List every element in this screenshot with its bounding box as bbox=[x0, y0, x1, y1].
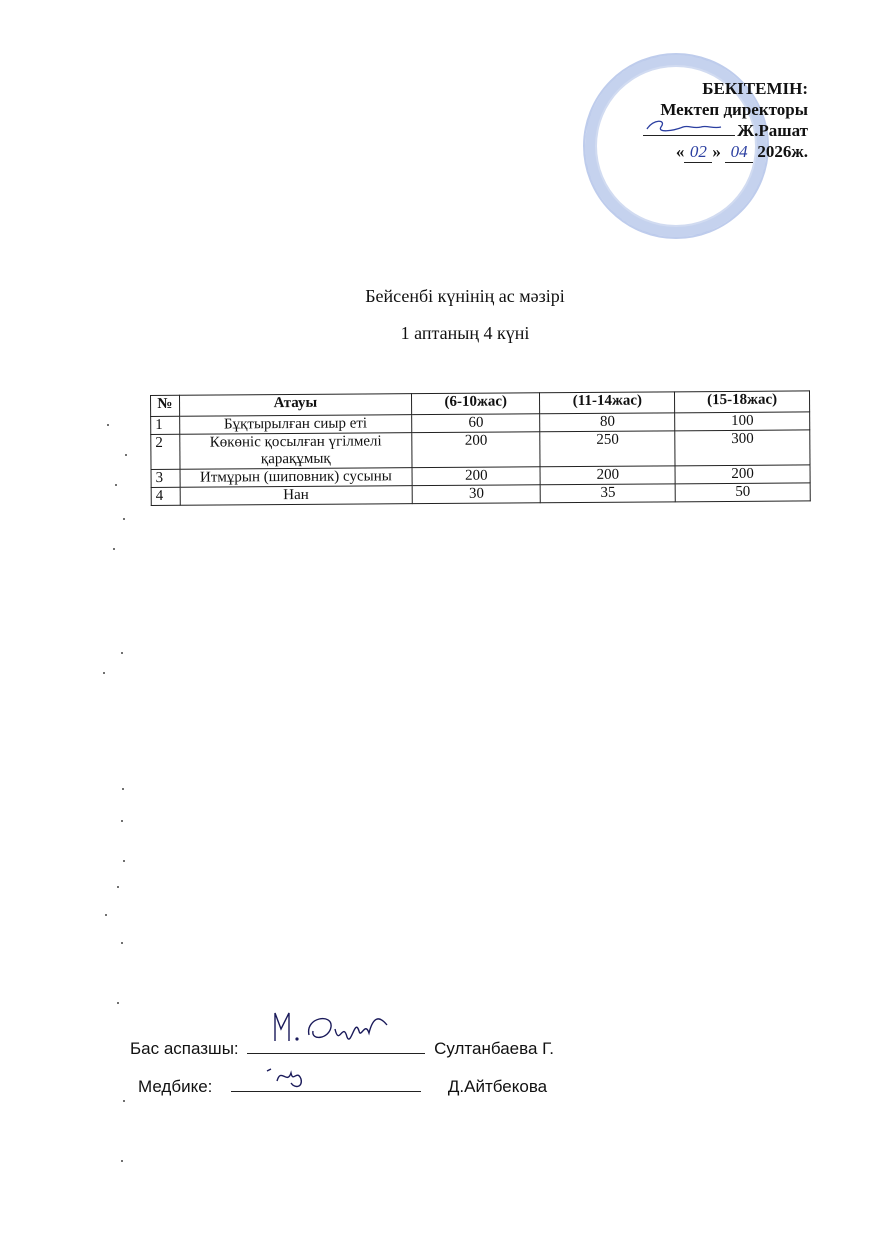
nurse-label: Медбике: bbox=[138, 1077, 213, 1096]
menu-title: Бейсенбі күнінің ас мәзірі bbox=[365, 286, 565, 306]
approval-heading: БЕКІТЕМІН: bbox=[702, 79, 808, 98]
nurse-name: Д.Айтбекова bbox=[447, 1077, 548, 1096]
row-number: 3 bbox=[151, 469, 180, 487]
portion-11-14: 80 bbox=[540, 413, 675, 432]
date-close-quote: » bbox=[712, 142, 721, 161]
column-header: (6-10жас) bbox=[412, 393, 541, 415]
signature-scribble-icon bbox=[643, 117, 735, 135]
date-year: 2026ж. bbox=[757, 142, 808, 161]
signature-scribble-icon bbox=[247, 1007, 425, 1053]
dish-name: Итмұрын (шиповник) сусыны bbox=[180, 468, 413, 488]
portion-11-14: 200 bbox=[540, 466, 675, 485]
date-month: 04 bbox=[725, 141, 753, 163]
portion-15-18: 100 bbox=[675, 412, 810, 431]
column-header: № bbox=[151, 395, 180, 416]
dish-name: Бұқтырылған сиыр еті bbox=[179, 415, 412, 435]
approval-block bbox=[508, 78, 808, 163]
column-header: (15-18жас) bbox=[675, 391, 810, 413]
column-header: Атауы bbox=[179, 394, 412, 417]
director-name: Ж.Рашат bbox=[737, 121, 808, 140]
nurse-signature-row bbox=[138, 1075, 547, 1097]
row-number: 2 bbox=[151, 434, 180, 469]
signature-scribble-icon bbox=[231, 1061, 421, 1091]
menu-table bbox=[150, 390, 811, 506]
portion-15-18: 200 bbox=[675, 465, 810, 484]
dish-name: Нан bbox=[180, 486, 413, 506]
portion-15-18: 300 bbox=[675, 430, 810, 466]
portion-15-18: 50 bbox=[675, 483, 810, 502]
portion-6-10: 200 bbox=[412, 467, 541, 486]
approval-position: Мектеп директоры bbox=[660, 100, 808, 119]
portion-6-10: 60 bbox=[412, 414, 541, 433]
menu-subtitle: 1 аптаның 4 күні bbox=[400, 323, 530, 343]
portion-6-10: 200 bbox=[412, 432, 541, 468]
row-number: 4 bbox=[151, 487, 180, 505]
chef-label: Бас аспазшы: bbox=[130, 1039, 239, 1058]
director-signature bbox=[643, 121, 735, 136]
date-open-quote: « bbox=[675, 142, 685, 161]
approval-signature-line bbox=[508, 120, 808, 141]
table-row bbox=[151, 430, 810, 470]
row-number: 1 bbox=[151, 416, 180, 434]
chef-signature bbox=[247, 1037, 425, 1054]
nurse-signature bbox=[231, 1075, 421, 1092]
chef-name: Султанбаева Г. bbox=[434, 1039, 554, 1058]
scan-specks bbox=[95, 420, 135, 1180]
portion-11-14: 35 bbox=[541, 484, 676, 503]
chef-signature-row bbox=[130, 1037, 554, 1059]
portion-11-14: 250 bbox=[540, 431, 675, 467]
approval-date bbox=[508, 141, 808, 163]
dish-name: Көкөніс қосылған үгілмелі қарақұмық bbox=[179, 433, 412, 470]
date-day: 02 bbox=[684, 141, 712, 163]
portion-6-10: 30 bbox=[412, 485, 541, 504]
column-header: (11-14жас) bbox=[540, 392, 675, 414]
